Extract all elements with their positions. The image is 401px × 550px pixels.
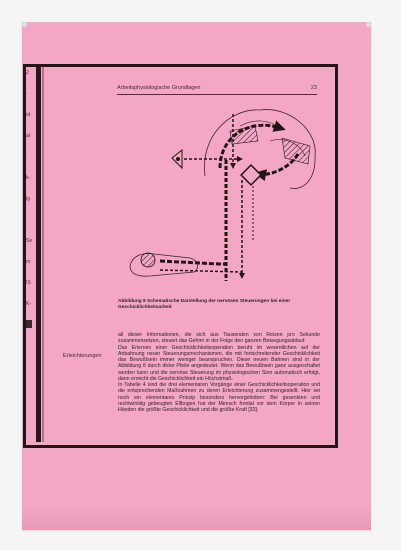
fragment: al — [26, 133, 30, 139]
fragment: Se — [26, 238, 33, 244]
paragraph: In Tabelle 4 sind die drei elementaren Vorgänge einer Geschicklichkeitsoperation und die entsprechenden Maßnahmen zu deren Erleichterung zusammengestellt. Hier sei noch ein elementares Prinzip besonders hervorgehoben: Bei gesenkten und rechtwinklig gebeugten Ellbogen hat der Mensch frontal vor dem Körper in seinen Händen die größte Geschicklichkeit und die größte Kraft [33]. — [118, 382, 320, 413]
pin-hole — [366, 22, 371, 27]
fragment: k- — [26, 175, 31, 181]
paragraph: all dieser Informationen, die sich aus Tausenden von Reizen pro Sekunde zusammensetzen, steuert das Gehirn in der Folge den ganzen Bewegungsablauf. — [118, 332, 320, 345]
fragment: IS — [26, 280, 31, 286]
left-page-fragments — [26, 70, 36, 322]
header-rule — [117, 94, 317, 95]
hand-outline — [130, 254, 197, 277]
fragment: 2 — [26, 70, 29, 76]
paragraph: Das Erlernen einer Geschicklichkeitsoperation beruht im wesentlichen auf der Anbahnung neuer Steuerungsmechanismen, die mit fortschreitender Geschicklichkeit das Bewußtsein immer weniger beanspruchen. Diese neuen Bahnen sind in der Abbildung 8 durch dicke Pfeile angedeutet. Wenn das Bewußtsein ganz ausgeschaltet werden kann und die nervöse Steuerung im physiologischen Sinn automatisch erfolgt, dann erreicht die Geschicklichkeit ein Höchstmaß. — [118, 344, 320, 382]
fragment — [26, 217, 36, 238]
margin-marker — [26, 320, 32, 328]
book-spine — [36, 67, 41, 442]
nervous-control-diagram — [120, 96, 320, 296]
header-title: Arbeitsphysiologische Grundlagen — [117, 85, 201, 91]
fragment: lg — [26, 196, 30, 202]
page-number: 23 — [310, 85, 317, 91]
fragment: K- — [26, 301, 31, 307]
pin-hole — [22, 22, 27, 27]
grip-object — [141, 253, 155, 267]
book-spine-edge — [42, 67, 44, 442]
sheet-curl — [22, 505, 371, 530]
cortex-region — [282, 138, 310, 164]
figure-caption: Abbildung 8 Schematische Darstellung der nervösen Steuerungen bei einer Geschicklichkeitsarbeit — [118, 299, 291, 310]
margin-label: Erleichterungen — [63, 353, 102, 359]
body-text — [118, 332, 320, 413]
fragment: · — [26, 154, 28, 160]
fragment: · — [26, 91, 28, 97]
fragment: ıd — [26, 112, 31, 118]
fragment: m — [26, 259, 31, 265]
relay-node — [241, 165, 261, 185]
